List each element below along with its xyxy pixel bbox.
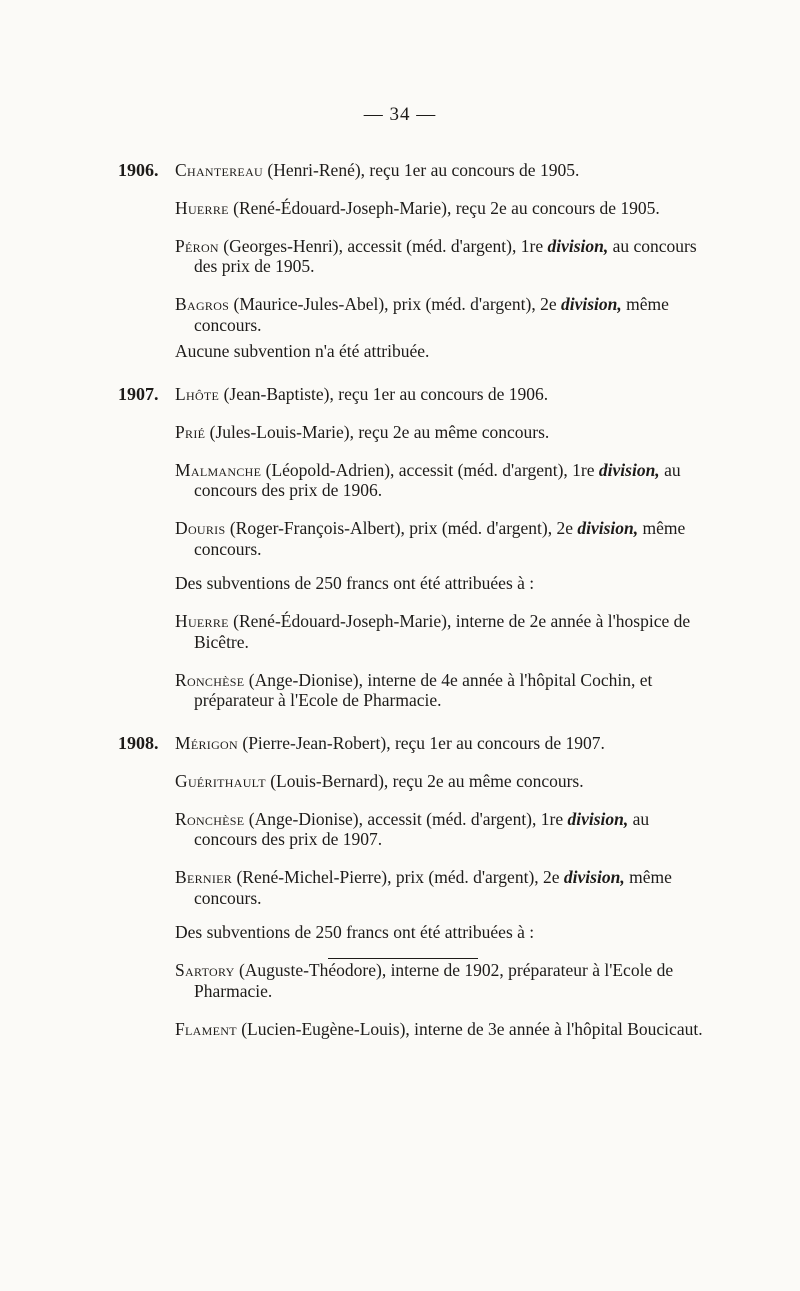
- subvention-entry: Sartory (Auguste-Théodore), interne de 1902, préparateur à l'Ecole de Pharmacie.: [175, 960, 674, 1001]
- person-name: Huerre: [175, 197, 229, 218]
- subvention-entry: Flament (Lucien-Eugène-Louis), interne de 3e année à l'hôpital Boucicaut.: [175, 1018, 703, 1039]
- entry: Huerre (René-Édouard-Joseph-Marie), reçu 2e au concours de 1905.: [175, 197, 660, 218]
- end-rule: [328, 958, 478, 959]
- person-name: Prié: [175, 421, 206, 442]
- entry: Bernier (René-Michel-Pierre), prix (méd. d'argent), 2e division, même concours.: [175, 867, 672, 908]
- entry: Mérigon (Pierre-Jean-Robert), reçu 1er au concours de 1907.: [175, 732, 605, 753]
- entry: Chantereau (Henri-René), reçu 1er au concours de 1905.: [175, 159, 580, 180]
- year-section-1907: [0, 384, 800, 711]
- person-name: Ronchèse: [175, 669, 245, 690]
- person-name: Lhôte: [175, 383, 220, 404]
- subvention-note: Des subventions de 250 francs ont été attribuées à :: [175, 573, 535, 593]
- page-number: — 34 —: [363, 104, 437, 125]
- person-name: Huerre: [175, 611, 229, 631]
- entry: Péron (Georges-Henri), accessit (méd. d'argent), 1re division, au concours des prix de 1905.: [175, 235, 697, 276]
- person-name: Flament: [175, 1018, 237, 1039]
- document-body: [0, 142, 800, 1055]
- entry: Lhôte (Jean-Baptiste), reçu 1er au concours de 1906.: [175, 383, 549, 404]
- subvention-entry: Huerre (René-Édouard-Joseph-Marie), interne de 2e année à l'hospice de Bicêtre.: [175, 611, 691, 652]
- person-name: Ronchèse: [175, 808, 245, 829]
- year-label: 1906.: [118, 159, 159, 180]
- subvention-note: Aucune subvention n'a été attribuée.: [175, 341, 430, 361]
- person-name: Péron: [175, 235, 219, 256]
- entry: Prié (Jules-Louis-Marie), reçu 2e au même concours.: [175, 421, 550, 442]
- person-name: Douris: [175, 518, 226, 538]
- entry: Bagros (Maurice-Jules-Abel), prix (méd. d'argent), 2e division, même concours.: [175, 294, 669, 335]
- person-name: Chantereau: [175, 159, 263, 180]
- entry: Malmanche (Léopold-Adrien), accessit (méd. d'argent), 1re division, au concours des prix de 1906.: [175, 459, 681, 500]
- person-name: Mérigon: [175, 732, 238, 753]
- person-name: Malmanche: [175, 459, 262, 480]
- person-name: Guérithault: [175, 770, 266, 791]
- year-section-1906: [0, 160, 800, 362]
- subvention-note: Des subventions de 250 francs ont été attribuées à :: [175, 922, 535, 942]
- entry: Douris (Roger-François-Albert), prix (méd. d'argent), 2e division, même concours.: [175, 518, 686, 559]
- entry: Guérithault (Louis-Bernard), reçu 2e au même concours.: [175, 770, 584, 791]
- person-name: Sartory: [175, 960, 235, 980]
- person-name: Bagros: [175, 294, 230, 314]
- year-section-1908: [0, 733, 800, 1040]
- entry: Ronchèse (Ange-Dionise), accessit (méd. d'argent), 1re division, au concours des prix de 1907.: [175, 808, 650, 849]
- year-label: 1907.: [118, 383, 159, 404]
- subvention-entry: Ronchèse (Ange-Dionise), interne de 4e année à l'hôpital Cochin, et préparateur à l'Ecole de Pharmacie.: [175, 669, 653, 710]
- year-label: 1908.: [118, 732, 159, 753]
- person-name: Bernier: [175, 867, 233, 887]
